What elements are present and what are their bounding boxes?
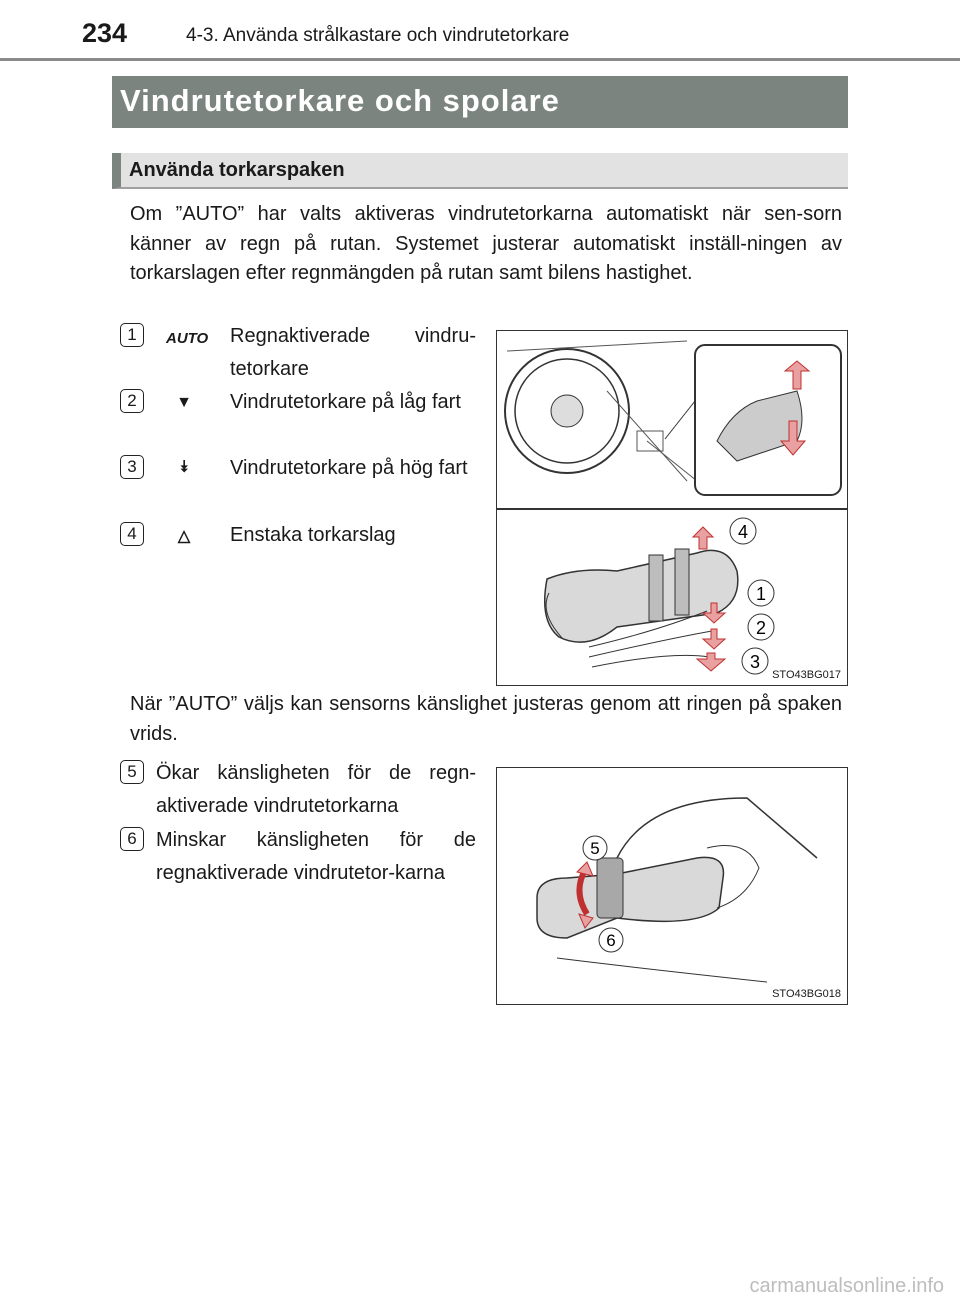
page-number: 234 bbox=[82, 18, 128, 48]
callout-3: 3 bbox=[749, 652, 761, 672]
subsection-title: Använda torkarspaken bbox=[129, 159, 345, 181]
figure-code: STO43BG017 bbox=[772, 669, 841, 681]
intro-paragraph: Om ”AUTO” har valts aktiveras vindrutetorkarna automatiskt när sen-sorn känner av regn på rutan. Systemet justerar automatiskt inställ-ningen av torkarslagen efter regnmängden på rutan samt bilens hastighet. bbox=[130, 203, 842, 284]
wiper-lever-figure bbox=[496, 330, 848, 686]
callout-1: 1 bbox=[755, 584, 767, 604]
header-divider bbox=[0, 58, 960, 61]
sensitivity-ring-figure bbox=[496, 767, 848, 1005]
callout-4: 4 bbox=[737, 522, 749, 542]
item-number: 2 bbox=[120, 389, 144, 413]
item-number: 5 bbox=[120, 760, 144, 784]
wiper-lever-illustration bbox=[497, 331, 847, 685]
item-text: Ökar känsligheten för de regn-aktiverade vindrutetorkarna bbox=[156, 762, 476, 817]
callout-2: 2 bbox=[755, 618, 767, 638]
section-title-bar bbox=[112, 76, 848, 128]
item-text: Minskar känsligheten för de regnaktiverade vindrutetor-karna bbox=[156, 829, 476, 884]
item-number: 3 bbox=[120, 455, 144, 479]
auto-symbol-icon: AUTO bbox=[166, 330, 209, 347]
sensitivity-ring-illustration bbox=[497, 768, 847, 1004]
item-text: Vindrutetorkare på hög fart bbox=[230, 457, 468, 479]
item-number: 6 bbox=[120, 827, 144, 851]
page-header bbox=[0, 0, 960, 62]
single-wipe-icon: △ bbox=[177, 528, 191, 545]
item-number: 1 bbox=[120, 323, 144, 347]
callout-6: 6 bbox=[606, 931, 616, 950]
item-text: Regnaktiverade vindru-tetorkare bbox=[230, 325, 476, 380]
item-text: Vindrutetorkare på låg fart bbox=[230, 391, 461, 413]
chapter-title: 4-3. Använda strålkastare och vindrutetorkare bbox=[186, 25, 570, 46]
figure-code: STO43BG018 bbox=[772, 988, 841, 1000]
low-speed-icon: ▼ bbox=[176, 394, 192, 411]
section-title: Vindrutetorkare och spolare bbox=[120, 83, 560, 118]
watermark: carmanualsonline.info bbox=[749, 1275, 944, 1297]
callout-5: 5 bbox=[590, 839, 600, 858]
subsection-bar bbox=[112, 153, 848, 189]
item-number: 4 bbox=[120, 522, 144, 546]
sensitivity-paragraph: När ”AUTO” väljs kan sensorns känslighet justeras genom att ringen på spaken vrids. bbox=[130, 693, 842, 745]
high-speed-icon: ⯯ bbox=[179, 459, 189, 476]
item-text: Enstaka torkarslag bbox=[230, 524, 396, 546]
